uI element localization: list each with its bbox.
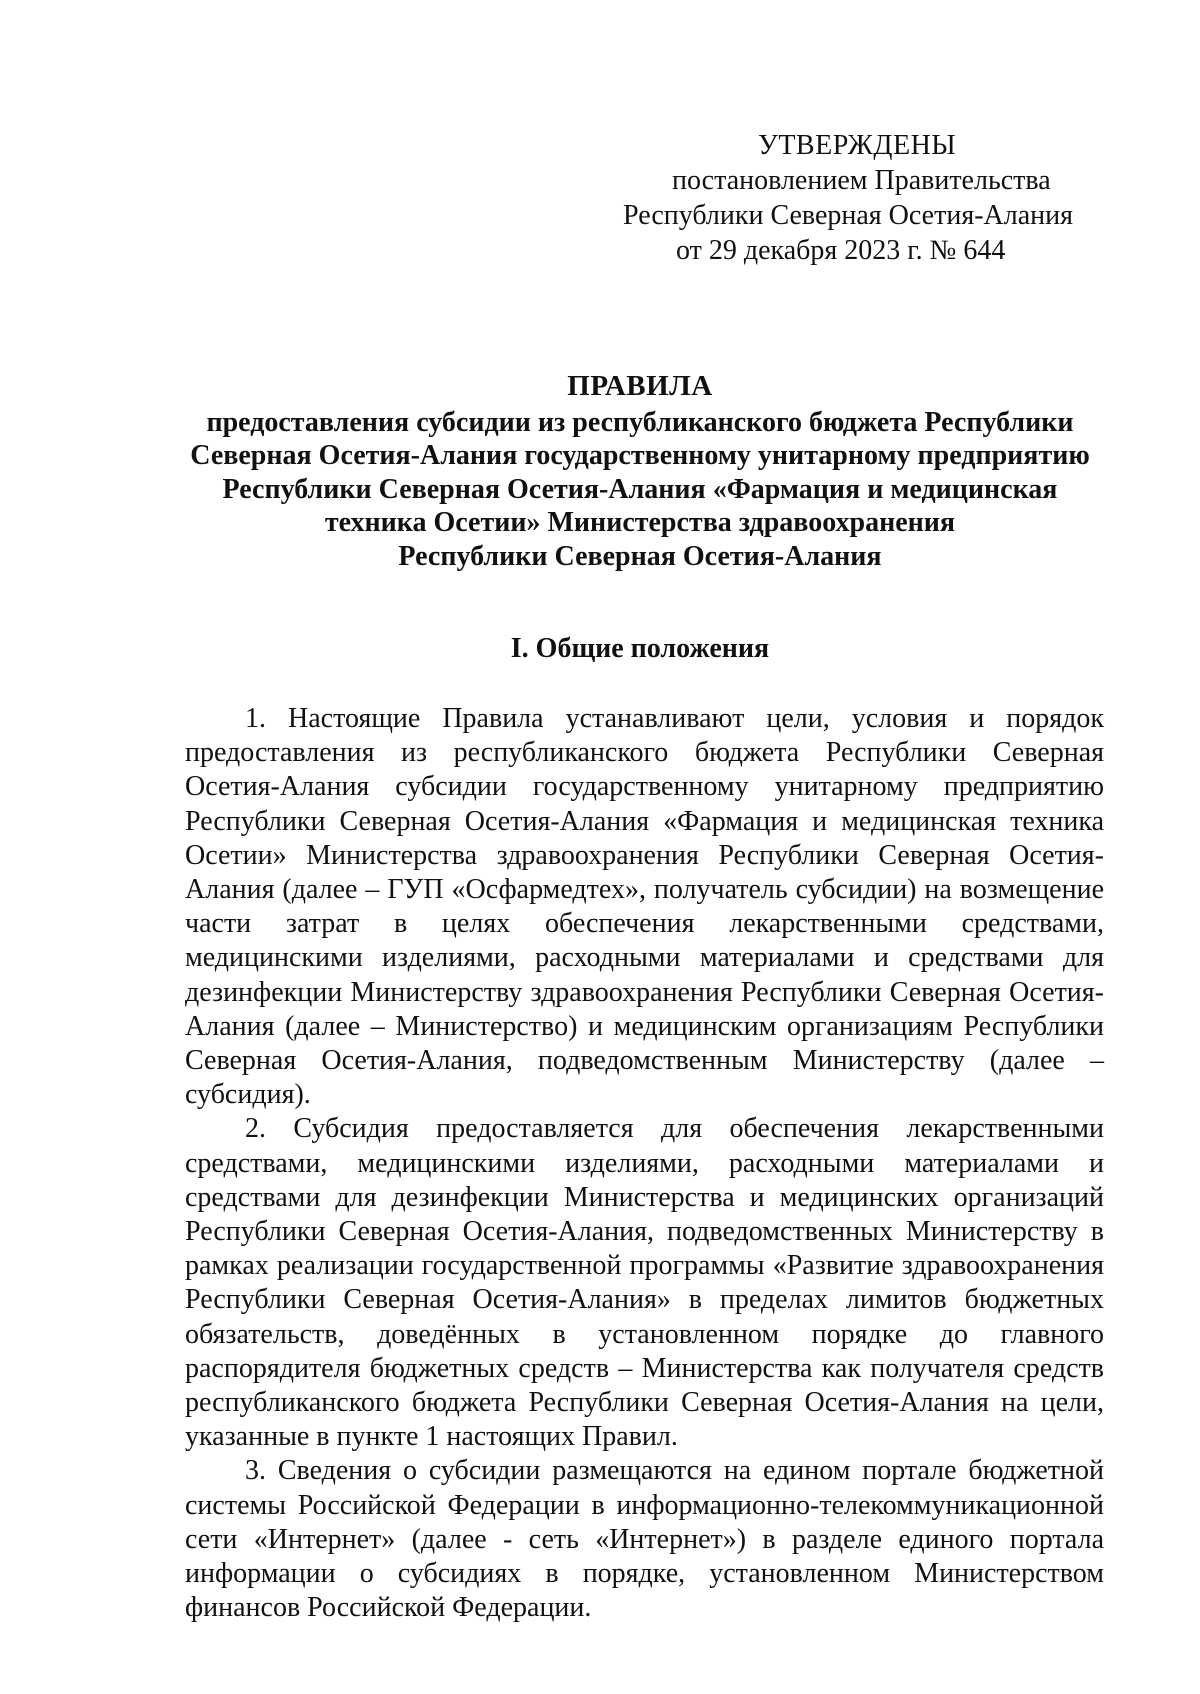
paragraph-2: 2. Субсидия предоставляется для обеспечения лекарственными средствами, медицинскими изделиями, расходными материалами и средствами для дезинфекции Министерства и медицинских организаций Республики Северная Осетия-Алания, подведомственных Министерству в рамках реализации государственной программы «Развитие здравоохранения Республики Северная Осетия-Алания» в пределах лимитов бюджетных обязательств, доведённых в установленном порядке до главного распорядителя бюджетных средств – Министерства как получателя средств республиканского бюджета Республики Северная Осетия-Алания на цели, указанные в пункте 1 настоящих Правил.: [185, 1113, 1104, 1453]
page-title: ПРАВИЛА: [567, 370, 713, 402]
title-line: Республики Северная Осетия-Алания «Фармация и медицинская: [222, 473, 1058, 505]
document-body: [185, 702, 1104, 1625]
title-line: техника Осетии» Министерства здравоохранения: [324, 507, 956, 538]
approval-date: от 29 декабря 2023 г. № 644: [676, 235, 1006, 266]
section-heading: I. Общие положения: [510, 633, 770, 664]
approval-heading: УТВЕРЖДЕНЫ: [758, 130, 957, 161]
approval-line: Республики Северная Осетия-Алания: [623, 200, 1073, 231]
title-line: предоставления субсидии из республиканского бюджета Республики: [206, 406, 1074, 438]
document-title: [160, 370, 1120, 573]
paragraph-3: 3. Сведения о субсидии размещаются на едином портале бюджетной системы Российской Федерации в информационно-телекоммуникационной сети «Интернет» (далее - сеть «Интернет») в разделе единого портала информации о субсидиях в порядке, установленном Министерством финансов Российской Федерации.: [185, 1455, 1104, 1624]
title-line: Республики Северная Осетия-Алания: [398, 540, 882, 572]
paragraph-1: 1. Настоящие Правила устанавливают цели, условия и порядок предоставления из республиканского бюджета Республики Северная Осетия-Алания субсидии государственному унитарному предприятию Республики Северная Осетия-Алания «Фармация и медицинская техника Осетии» Министерства здравоохранения Республики Северная Осетия-Алания (далее – ГУП «Осфармедтех», получатель субсидии) на возмещение части затрат в целях обеспечения лекарственными средствами, медицинскими изделиями, расходными материалами и средствами для дезинфекции Министерству здравоохранения Республики Северная Осетия-Алания (далее – Министерство) и медицинским организациям Республики Северная Осетия-Алания, подведомственным Министерству (далее – субсидия).: [185, 703, 1104, 1111]
approval-stamp: [600, 128, 1090, 268]
approval-line: постановлением Правительства: [672, 165, 1051, 196]
title-line: Северная Осетия-Алания государственному унитарному предприятию: [190, 440, 1090, 471]
